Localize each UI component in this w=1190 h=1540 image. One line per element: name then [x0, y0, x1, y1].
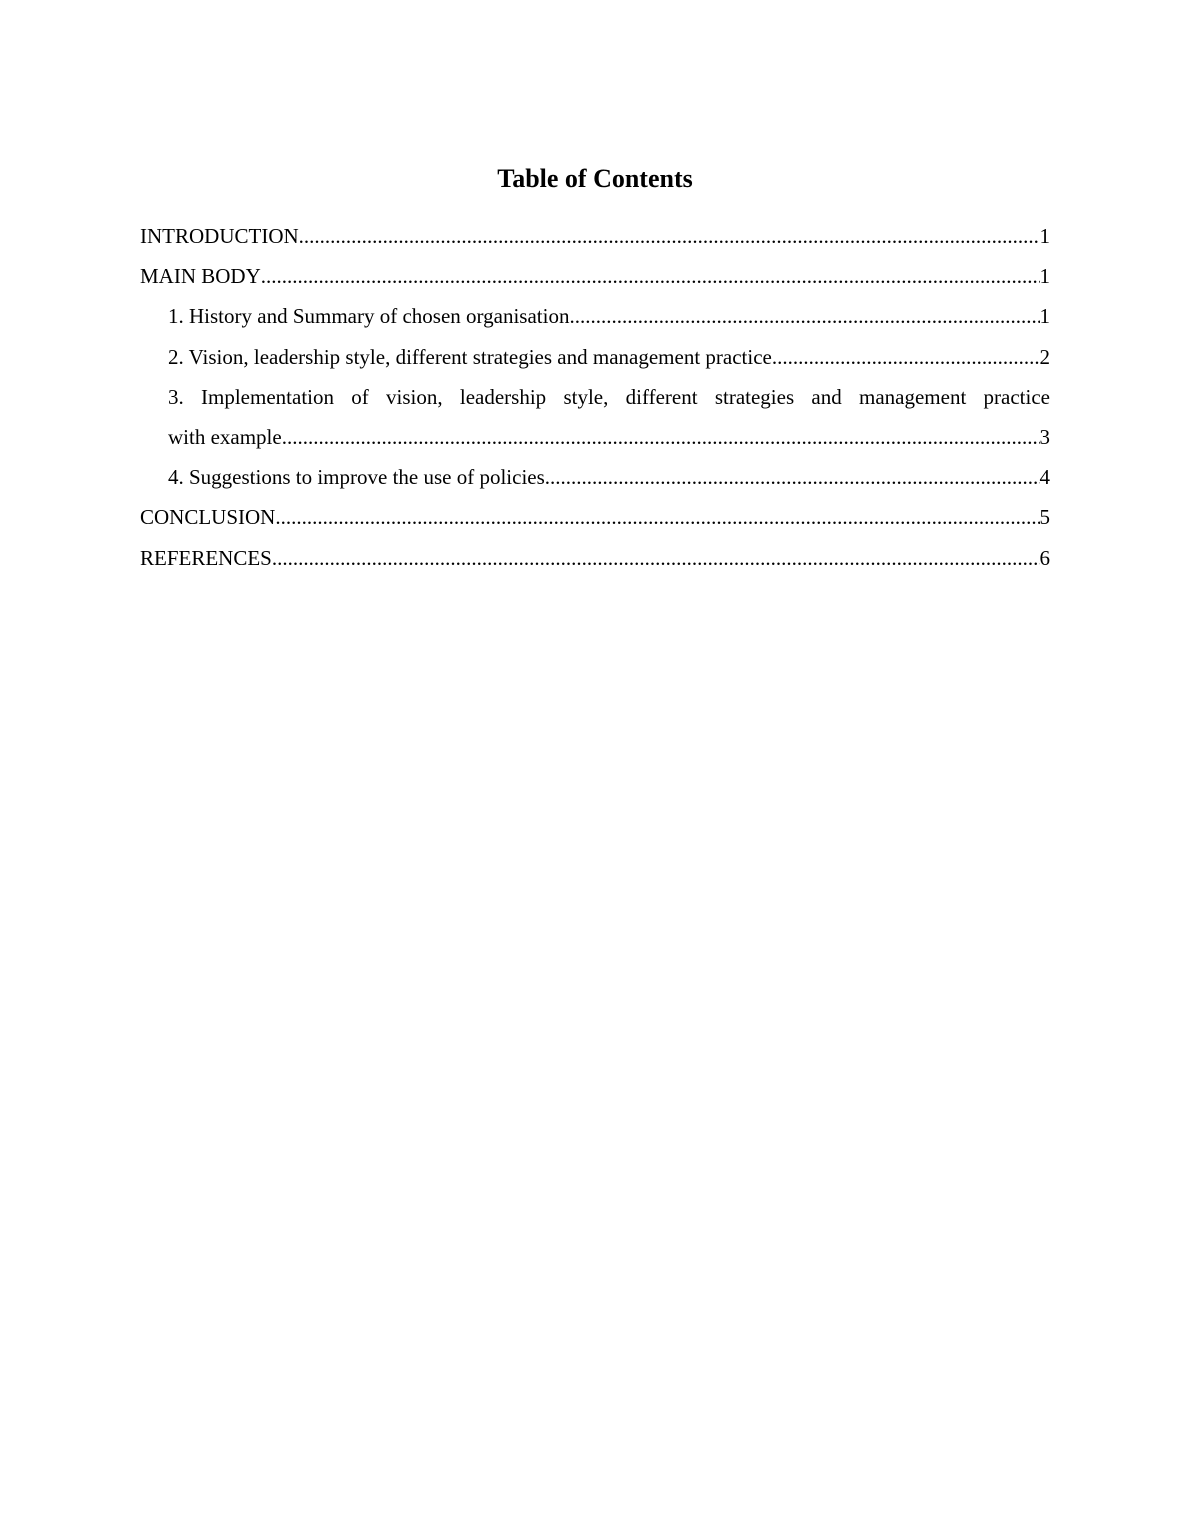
toc-page-number: 1 — [1039, 264, 1050, 289]
toc-entry-references[interactable] — [140, 538, 1050, 578]
toc-list — [140, 216, 1050, 578]
toc-entry-label: 2. Vision, leadership style, different strategies and management practice — [168, 344, 772, 369]
toc-entry-label: INTRODUCTION — [140, 224, 299, 248]
toc-entry-history-summary[interactable] — [140, 296, 1050, 336]
toc-entry-main-body[interactable] — [140, 256, 1050, 296]
toc-entry-label: CONCLUSION — [140, 505, 276, 530]
dot-leader — [275, 497, 1039, 537]
toc-page-number: 3 — [1039, 424, 1050, 449]
dot-leader — [261, 256, 1040, 296]
dot-leader — [545, 457, 1040, 497]
toc-entry-suggestions[interactable] — [140, 457, 1050, 497]
toc-entry-implementation[interactable] — [140, 377, 1050, 457]
dot-leader — [282, 417, 1040, 457]
toc-page-number: 1 — [1039, 304, 1050, 329]
toc-title: Table of Contents — [497, 164, 693, 193]
toc-entry-label: 4. Suggestions to improve the use of policies — [168, 465, 545, 490]
toc-entry-label-line-2: with example — [168, 424, 282, 449]
toc-entry-label: REFERENCES — [140, 545, 272, 570]
dot-leader — [772, 337, 1040, 377]
dot-leader — [299, 216, 1040, 256]
toc-page-number: 1 — [1039, 224, 1050, 248]
toc-entry-vision-leadership[interactable] — [140, 337, 1050, 377]
toc-page-number: 5 — [1039, 505, 1050, 530]
toc-page-number: 4 — [1039, 465, 1050, 490]
dot-leader — [272, 538, 1040, 578]
dot-leader — [569, 296, 1039, 336]
toc-page-number: 6 — [1039, 545, 1050, 570]
toc-entry-label: MAIN BODY — [140, 264, 261, 289]
toc-entry-introduction[interactable] — [140, 216, 1050, 256]
toc-entry-conclusion[interactable] — [140, 497, 1050, 537]
toc-page-number: 2 — [1039, 344, 1050, 369]
toc-entry-line-2 — [168, 417, 1050, 457]
toc-entry-label-line-1: 3. Implementation of vision, leadership style, different strategies and management practice — [168, 384, 1050, 409]
toc-entry-label: 1. History and Summary of chosen organisation — [168, 304, 570, 329]
